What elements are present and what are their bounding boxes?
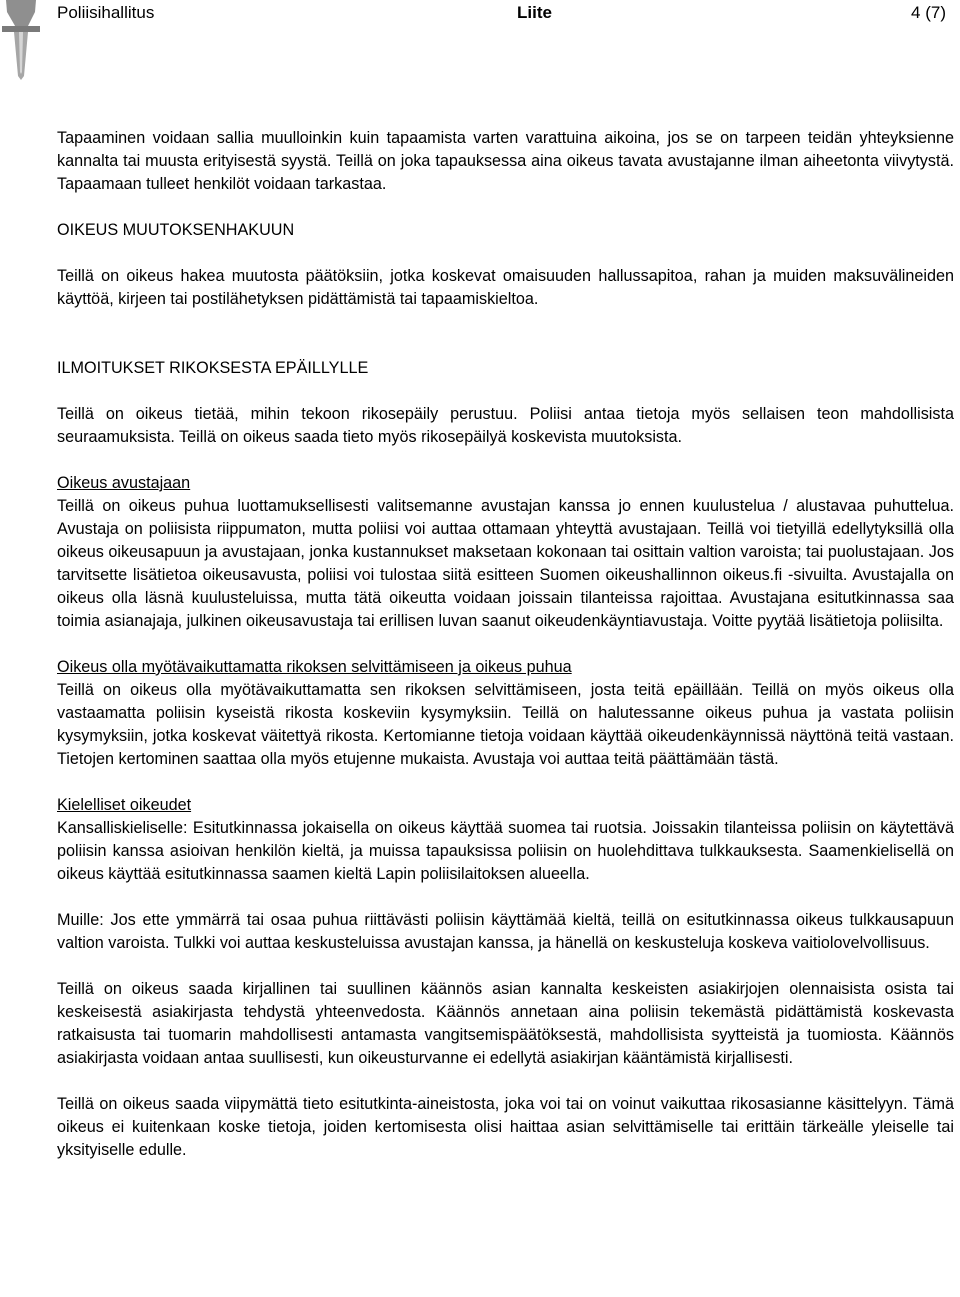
subheading-language-rights-text: Kielelliset oikeudet: [57, 796, 192, 814]
section-heading-notifications: ILMOITUKSET RIKOKSESTA EPÄILLYLLE: [57, 359, 369, 377]
header-document-type: Liite: [517, 3, 552, 22]
paragraph-appeal: Teillä on oikeus hakea muutosta päätöksiin, jotka koskevat omaisuuden hallussapitoa, rahan ja muiden maksuvälineiden käyttöä, kirjeen tai postilähetyksen pidättämistä tai tapaamiskieltoa.: [57, 267, 954, 308]
header-organization: Poliisihallitus: [57, 3, 155, 22]
document-body: [57, 127, 954, 1162]
paragraph-right-to-counsel: Teillä on oikeus puhua luottamuksellisesti valitsemanne avustajan kanssa jo ennen kuulustelua / alustavaa puhuttelua. Avustaja on poliisista riippumaton, mutta poliisi voi auttaa ottamaan yhteyttä avustajaan. Teillä voi tietyillä edellytyksillä olla oikeus oikeusapuun ja avustajaan, jonka kustannukset maksetaan kokonaan tai osittain valtion varoista; tai puolustajaan. Jos tarvitsette lisätietoa oikeusavusta, poliisi voi tulostaa siitä esitteen Suomen oikeushallinnon oikeus.fi -sivuilta. Avustajalla on oikeus olla läsnä kuulusteluissa, mutta tätä oikeutta voidaan joissain tilanteissa rajoittaa. Avustajana esitutkinnassa saa toimia asianajaja, julkinen oikeusavustaja tai erillisen luvan saanut oikeudenkäyntiavustaja. Voitte pyytää lisätietoja poliisilta.: [57, 497, 954, 630]
subheading-language-rights: [57, 794, 954, 817]
paragraph-visiting: Tapaaminen voidaan sallia muulloinkin kuin tapaamista varten varattuina aikoina, jos se on tarpeen teidän yhteyksienne kannalta tai muusta erityisestä syystä. Teillä on joka tapauksessa aina oikeus tavata avustajanne ilman aiheetonta viivytystä. Tapaamaan tulleet henkilöt voidaan tarkastaa.: [57, 129, 954, 193]
police-sword-emblem-icon: [2, 0, 40, 80]
subheading-right-to-silence: [57, 656, 954, 679]
paragraph-national-languages: Kansalliskieliselle: Esitutkinnassa jokaisella on oikeus käyttää suomea tai ruotsia. Joissakin tilanteissa poliisin on käytettävä poliisin kanssa asioivan henkilön kieltä, ja muissa tapauksissa poliisin on huolehdittava tulkkauksesta. Saamenkielisellä on oikeus käyttää esitutkinnassa saamen kieltä Lapin poliisilaitoksen alueella.: [57, 819, 954, 883]
header-page-number: 4 (7): [911, 3, 946, 22]
paragraph-right-to-silence: Teillä on oikeus olla myötävaikuttamatta sen rikoksen selvittämiseen, josta teitä epäillään. Teillä on myös oikeus olla vastaamatta poliisin kyseistä rikosta koskeviin kysymyksiin. Teillä on halutessanne oikeus puhua ja vastata poliisin kysymyksiin, jotka koskevat väitettyä rikosta. Kertomianne tietoja voidaan käyttää oikeudenkäynnissä näyttönä teitä vastaan. Tietojen kertominen saattaa olla myös etujenne mukaista. Avustaja voi auttaa teitä päättämään tästä.: [57, 681, 954, 768]
paragraph-notifications: Teillä on oikeus tietää, mihin tekoon rikosepäily perustuu. Poliisi antaa tietoja myös sellaisen teon mahdollisista seuraamuksista. Teillä on oikeus saada tieto myös rikosepäilyä koskevista muutoksista.: [57, 405, 954, 446]
subheading-right-to-silence-text: Oikeus olla myötävaikuttamatta rikoksen selvittämiseen ja oikeus puhua: [57, 658, 572, 676]
paragraph-other-languages: Muille: Jos ette ymmärrä tai osaa puhua riittävästi poliisin käyttämää kieltä, teillä on esitutkinnassa oikeus tulkkausapuun valtion varoista. Tulkki voi auttaa keskusteluissa avustajan kanssa, ja hänellä on keskusteluja koskeva vaitiolovelvollisuus.: [57, 911, 954, 952]
section-heading-appeal: OIKEUS MUUTOKSENHAKUUN: [57, 221, 295, 239]
subheading-right-to-counsel-text: Oikeus avustajaan: [57, 474, 191, 492]
paragraph-translation: Teillä on oikeus saada kirjallinen tai suullinen käännös asian kannalta keskeisten asiakirjojen olennaisista osista tai keskeisestä asiakirjasta tehdystä yhteenvedosta. Käännös annetaan aina poliisin tekemästä pidättämistä koskevasta ratkaisusta tai tuomarin mahdollisesti antamasta vangitsemispäätöksestä, mahdollisista syytteistä ja tuomiosta. Käännös asiakirjasta voidaan antaa suullisesti, kun oikeusturvanne ei edellytä asiakirjan kääntämistä kirjallisesti.: [57, 980, 954, 1067]
subheading-right-to-counsel: [57, 472, 954, 495]
paragraph-access-to-material: Teillä on oikeus saada viipymättä tieto esitutkinta-aineistosta, joka voi tai on voinut vaikuttaa rikosasianne käsittelyyn. Tämä oikeus ei kuitenkaan koske tietoja, joiden kertomisesta olisi haittaa asian selvittämiselle tai erittäin tärkeälle yleiselle tai yksityiselle edulle.: [57, 1095, 954, 1159]
page-header: [0, 0, 960, 80]
